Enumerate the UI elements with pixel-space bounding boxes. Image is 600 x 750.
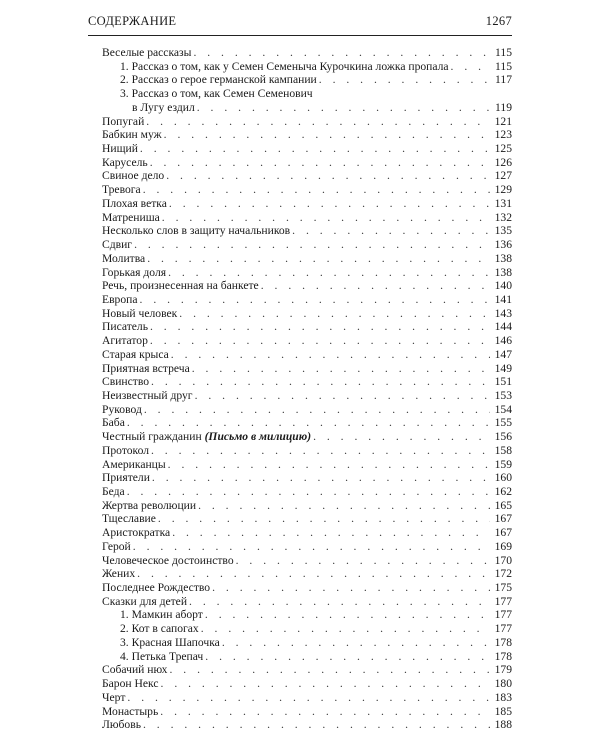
entry-title: Барон Некс (102, 677, 159, 691)
entry-page: 140 (494, 279, 512, 293)
leader-dots (198, 499, 490, 513)
entry-page: 147 (494, 347, 512, 361)
toc-entry (102, 416, 512, 430)
entry-title: Плохая ветка (102, 196, 167, 210)
toc-entry (102, 389, 512, 403)
entry-title: Европа (102, 292, 138, 306)
entry-title: Бабкин муж (102, 128, 162, 142)
toc-entry (102, 197, 512, 211)
leader-dots (127, 416, 490, 430)
entry-page: 151 (494, 375, 512, 389)
toc-entry (102, 156, 512, 170)
leader-dots (197, 101, 490, 115)
entry-page: 136 (494, 238, 512, 252)
entry-title: Агитатор (102, 334, 148, 348)
toc-entry (102, 128, 512, 142)
entry-page: 183 (494, 690, 512, 704)
leader-dots (151, 444, 490, 458)
entry-page: 119 (495, 100, 512, 114)
entry-title: 1. Мамкин аборт (120, 608, 203, 622)
entry-page: 127 (494, 169, 512, 183)
entry-page: 138 (494, 251, 512, 265)
entry-title: Тревога (102, 183, 141, 197)
page-number: 1267 (485, 14, 512, 28)
entry-page: 123 (494, 128, 512, 142)
entry-title: Любовь (102, 718, 141, 732)
entry-page: 179 (494, 663, 512, 677)
entry-title: Собачий нюх (102, 663, 168, 677)
leader-dots (168, 458, 490, 472)
entry-page: 141 (494, 292, 512, 306)
entry-page: 177 (494, 608, 512, 622)
entry-page: 131 (494, 196, 512, 210)
leader-dots (212, 581, 490, 595)
leader-dots (171, 348, 490, 362)
entry-title: Герой (102, 539, 131, 553)
leader-dots (236, 554, 490, 568)
entry-title: Руковод (102, 402, 142, 416)
leader-dots (164, 128, 490, 142)
toc-subentry-continuation (102, 101, 512, 115)
toc-entry (102, 46, 512, 60)
toc-entry (102, 458, 512, 472)
entry-title: Приятели (102, 471, 150, 485)
leader-dots (205, 608, 490, 622)
toc-entry (102, 403, 512, 417)
toc-entry (102, 512, 512, 526)
toc-entry (102, 169, 512, 183)
toc-entry (102, 471, 512, 485)
leader-dots (152, 471, 490, 485)
toc-entry (102, 499, 512, 513)
leader-dots (127, 691, 490, 705)
entry-title: Монастырь (102, 704, 159, 718)
leader-dots (143, 183, 490, 197)
leader-dots (179, 307, 490, 321)
leader-dots (169, 663, 490, 677)
entry-title: Приятная встреча (102, 361, 190, 375)
leader-dots (140, 293, 490, 307)
toc-entry (102, 211, 512, 225)
leader-dots (189, 595, 490, 609)
toc-entry (102, 375, 512, 389)
entry-page: 167 (494, 526, 512, 540)
toc-entry (102, 266, 512, 280)
entry-page: 159 (494, 457, 512, 471)
leader-dots (140, 142, 490, 156)
leader-dots (261, 279, 490, 293)
entry-title: Свинство (102, 375, 150, 389)
entry-page: 155 (494, 416, 512, 430)
entry-page: 160 (494, 471, 512, 485)
entry-title: Карусель (102, 155, 148, 169)
entry-page: 162 (494, 485, 512, 498)
entry-title: 2. Кот в сапогах (120, 622, 199, 636)
toc-entry (102, 293, 512, 307)
table-of-contents (102, 46, 512, 732)
entry-title: Протокол (102, 443, 149, 457)
entry-title-subtitle: (Письмо в милицию) (204, 430, 312, 444)
entry-page: 138 (494, 265, 512, 279)
leader-dots (147, 252, 490, 266)
leader-dots (134, 238, 490, 252)
leader-dots (151, 375, 490, 389)
leader-dots (162, 211, 490, 225)
entry-title: 3. Красная Шапочка (120, 635, 220, 649)
entry-page: 143 (494, 306, 512, 320)
leader-dots (158, 512, 490, 526)
entry-page: 146 (494, 334, 512, 348)
entry-page: 177 (494, 622, 512, 636)
entry-page: 135 (494, 224, 512, 238)
entry-page: 167 (494, 512, 512, 526)
entry-title: 3. Рассказ о том, как Семен Семенович (120, 87, 313, 101)
entry-page: 121 (494, 114, 512, 128)
section-title: СОДЕРЖАНИЕ (88, 14, 177, 28)
leader-dots (166, 169, 490, 183)
entry-page: 178 (494, 635, 512, 649)
toc-entry (102, 581, 512, 595)
leader-dots (161, 677, 490, 691)
header-rule (88, 35, 512, 36)
toc-entry (102, 334, 512, 348)
entry-title: 4. Петька Трепач (120, 649, 204, 663)
entry-page: 188 (494, 718, 512, 732)
leader-dots (319, 73, 490, 87)
entry-title: Жених (102, 567, 136, 581)
entry-page: 154 (494, 402, 512, 416)
entry-title: Веселые рассказы (102, 46, 192, 59)
toc-entry (102, 320, 512, 334)
entry-title: Писатель (102, 320, 148, 334)
entry-page: 169 (494, 539, 512, 553)
leader-dots (195, 389, 490, 403)
leader-dots (292, 224, 490, 238)
leader-dots (143, 718, 490, 732)
entry-title: Свиное дело (102, 169, 165, 183)
entry-page: 115 (495, 59, 512, 73)
entry-page: 178 (494, 649, 512, 663)
leader-dots (168, 266, 490, 280)
entry-page: 180 (494, 677, 512, 691)
leader-dots (146, 115, 490, 129)
toc-entry (102, 142, 512, 156)
entry-title: Американцы (102, 457, 166, 471)
toc-entry (102, 595, 512, 609)
toc-entry (102, 348, 512, 362)
toc-entry (102, 540, 512, 554)
leader-dots (133, 540, 490, 554)
entry-page: 129 (494, 183, 512, 197)
entry-page: 172 (494, 567, 512, 581)
entry-page: 158 (494, 443, 512, 457)
entry-title: Тщеславие (102, 512, 156, 526)
entry-title: Попугай (102, 114, 145, 128)
toc-subentry (102, 622, 512, 636)
entry-title: Черт (102, 690, 126, 704)
toc-entry (102, 663, 512, 677)
entry-title: Жертва революции (102, 498, 197, 512)
toc-entry (102, 115, 512, 129)
toc-subentry-first-line (102, 87, 512, 101)
leader-dots (127, 485, 490, 499)
toc-entry (102, 444, 512, 458)
toc-entry (102, 430, 512, 444)
entry-page: 144 (494, 320, 512, 334)
leader-dots (222, 636, 490, 650)
entry-page: 115 (495, 46, 512, 59)
leader-dots (137, 567, 490, 581)
toc-subentry (102, 636, 512, 650)
entry-page: 185 (494, 704, 512, 718)
entry-title: Горькая доля (102, 265, 167, 279)
leader-dots (160, 705, 490, 719)
leader-dots (193, 46, 490, 60)
toc-entry (102, 362, 512, 376)
entry-page: 177 (494, 594, 512, 608)
entry-title: Молитва (102, 251, 146, 265)
toc-entry (102, 705, 512, 719)
entry-page: 153 (494, 388, 512, 402)
entry-title (102, 430, 311, 444)
toc-entry (102, 485, 512, 499)
toc-entry (102, 554, 512, 568)
leader-dots (150, 334, 490, 348)
toc-entry (102, 691, 512, 705)
toc-subentry (102, 608, 512, 622)
entry-page: 125 (494, 142, 512, 156)
entry-title: Несколько слов в защиту начальников (102, 224, 291, 238)
leader-dots (201, 622, 490, 636)
toc-entry (102, 279, 512, 293)
entry-page: 165 (494, 498, 512, 512)
entry-title: Сказки для детей (102, 594, 188, 608)
leader-dots (192, 362, 490, 376)
entry-title-main: Честный гражданин (102, 430, 202, 444)
entry-title: Неизвестный друг (102, 388, 193, 402)
toc-entry (102, 567, 512, 581)
entry-page: 170 (494, 553, 512, 567)
entry-title: 1. Рассказ о том, как у Семен Семеныча Курочкина ложка пропала (120, 59, 449, 73)
toc-entry (102, 224, 512, 238)
toc-subentry (102, 60, 512, 74)
leader-dots (205, 650, 490, 664)
toc-subentry (102, 73, 512, 87)
entry-title: 2. Рассказ о герое германской кампании (120, 73, 317, 87)
entry-title-continuation: в Лугу ездил (132, 100, 195, 114)
entry-page: 126 (494, 155, 512, 169)
leader-dots (169, 197, 490, 211)
entry-page: 156 (494, 430, 512, 444)
entry-title: Последнее Рождество (102, 581, 211, 595)
leader-dots (313, 430, 490, 444)
entry-title: Человеческое достоинство (102, 553, 234, 567)
leader-dots (451, 60, 490, 74)
leader-dots (144, 403, 490, 417)
toc-entry (102, 718, 512, 732)
entry-title: Беда (102, 485, 125, 498)
toc-subentry (102, 650, 512, 664)
entry-title: Речь, произнесенная на банкете (102, 279, 259, 293)
entry-page: 149 (494, 361, 512, 375)
entry-title: Сдвиг (102, 238, 133, 252)
toc-entry (102, 307, 512, 321)
toc-entry (102, 526, 512, 540)
entry-title: Нищий (102, 142, 138, 156)
entry-title: Новый человек (102, 306, 178, 320)
leader-dots (172, 526, 490, 540)
entry-title: Баба (102, 416, 125, 430)
entry-title: Аристократка (102, 526, 171, 540)
toc-entry (102, 238, 512, 252)
entry-page: 117 (495, 73, 512, 87)
entry-page: 175 (494, 581, 512, 595)
leader-dots (150, 156, 490, 170)
entry-title: Матрениша (102, 210, 160, 224)
toc-entry (102, 252, 512, 266)
running-header (88, 14, 512, 29)
entry-page: 132 (494, 210, 512, 224)
toc-entry (102, 677, 512, 691)
leader-dots (150, 320, 490, 334)
toc-entry (102, 183, 512, 197)
entry-title: Старая крыса (102, 347, 169, 361)
